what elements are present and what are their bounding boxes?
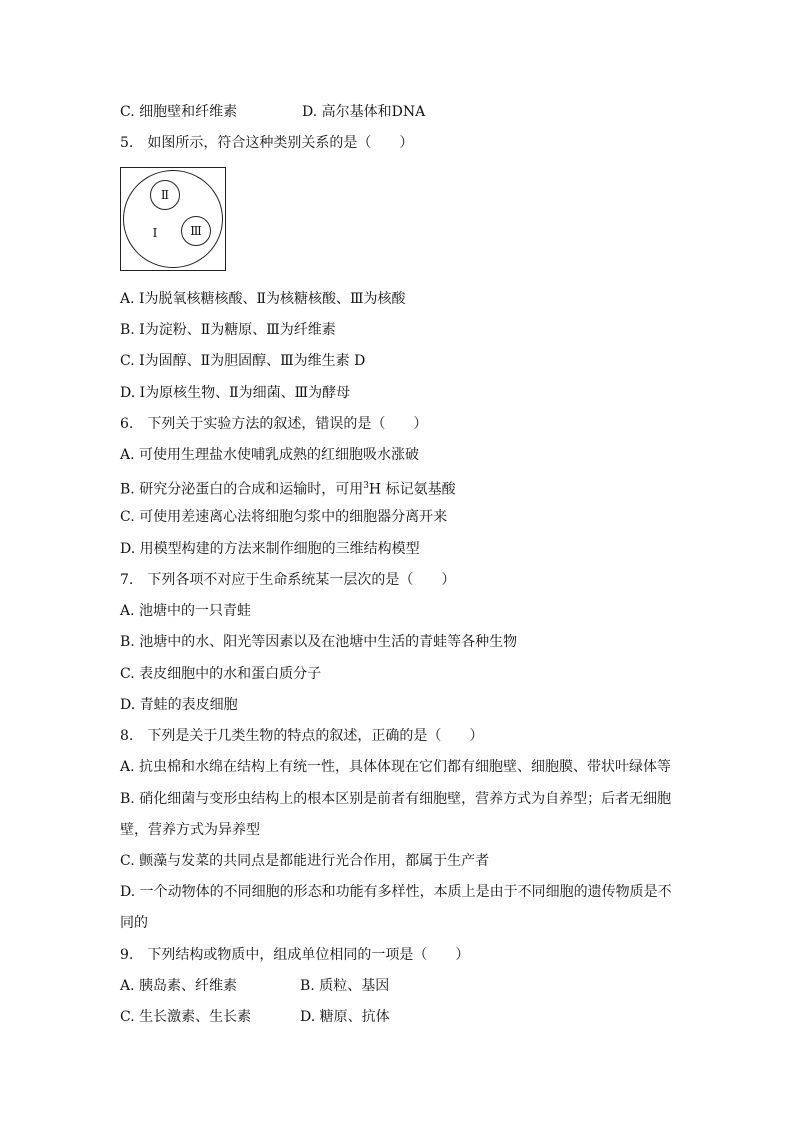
q6-option-b-text: B. 研究分泌蛋白的合成和运输时，可用 [120, 481, 364, 498]
q6-stem: 6. 下列关于实验方法的叙述，错误的是（ ） [120, 416, 428, 432]
q5-option-a: A. Ⅰ为脱氧核糖核酸、Ⅱ为核糖核酸、Ⅲ为核酸 [120, 291, 406, 307]
q8-option-b-cont: 壁，营养方式为异养型 [120, 822, 260, 838]
q8-option-c: C. 颤藻与发菜的共同点是都能进行光合作用，都属于生产者 [120, 853, 490, 869]
q9-option-b: B. 质粒、基因 [300, 978, 390, 994]
q5-option-b: B. Ⅰ为淀粉、Ⅱ为糖原、Ⅲ为纤维素 [120, 322, 336, 338]
q7-option-d: D. 青蛙的表皮细胞 [120, 697, 238, 713]
q8-option-b: B. 硝化细菌与变形虫结构上的根本区别是前者有细胞壁，营养方式为自养型；后者无细胞 [120, 791, 672, 807]
q8-option-a: A. 抗虫棉和水绵在结构上有统一性，具体体现在它们都有细胞壁、细胞膜、带状叶绿体等 [120, 759, 672, 775]
q6-option-a: A. 可使用生理盐水使哺乳成熟的红细胞吸水涨破 [120, 447, 420, 463]
q9-option-d: D. 糖原、抗体 [300, 1009, 390, 1025]
inner-circle-a-label: Ⅱ [160, 188, 170, 202]
q9-option-a: A. 胰岛素、纤维素 [120, 978, 238, 994]
inner-circle-b-label: Ⅲ [190, 224, 202, 238]
outer-circle-label: Ⅰ [152, 226, 158, 240]
q6-option-d: D. 用模型构建的方法来制作细胞的三维结构模型 [120, 541, 420, 557]
q7-stem: 7. 下列各项不对应于生命系统某一层次的是（ ） [120, 572, 456, 588]
q5-option-d: D. Ⅰ为原核生物、Ⅱ为细菌、Ⅲ为酵母 [120, 385, 351, 401]
q6-option-b [120, 476, 456, 500]
q9-stem: 9. 下列结构或物质中，组成单位相同的一项是（ ） [120, 947, 470, 963]
q4-option-d: D. 高尔基体和DNA [302, 104, 426, 120]
isotope-superscript: 3 [363, 481, 369, 491]
q8-option-d: D. 一个动物体的不同细胞的形态和功能有多样性，本质上是由于不同细胞的遗传物质是不 [120, 884, 672, 900]
q8-stem: 8. 下列是关于几类生物的特点的叙述，正确的是（ ） [120, 728, 484, 744]
q7-option-a: A. 池塘中的一只青蛙 [120, 603, 252, 619]
q5-option-c: C. Ⅰ为固醇、Ⅱ为胆固醇、Ⅲ为维生素 D [120, 353, 366, 369]
q9-option-c: C. 生长激素、生长素 [120, 1009, 252, 1025]
q6-option-b-text-end: H 标记氨基酸 [368, 481, 456, 498]
q7-option-b: B. 池塘中的水、阳光等因素以及在池塘中生活的青蛙等各种生物 [120, 634, 518, 650]
q5-venn-diagram [120, 167, 226, 271]
q4-option-c: C. 细胞壁和纤维素 [120, 104, 238, 120]
q6-option-c: C. 可使用差速离心法将细胞匀浆中的细胞器分离开来 [120, 509, 448, 525]
q5-stem: 5. 如图所示，符合这种类别关系的是（ ） [120, 135, 414, 151]
q7-option-c: C. 表皮细胞中的水和蛋白质分子 [120, 666, 322, 682]
q8-option-d-cont: 同的 [120, 915, 148, 931]
